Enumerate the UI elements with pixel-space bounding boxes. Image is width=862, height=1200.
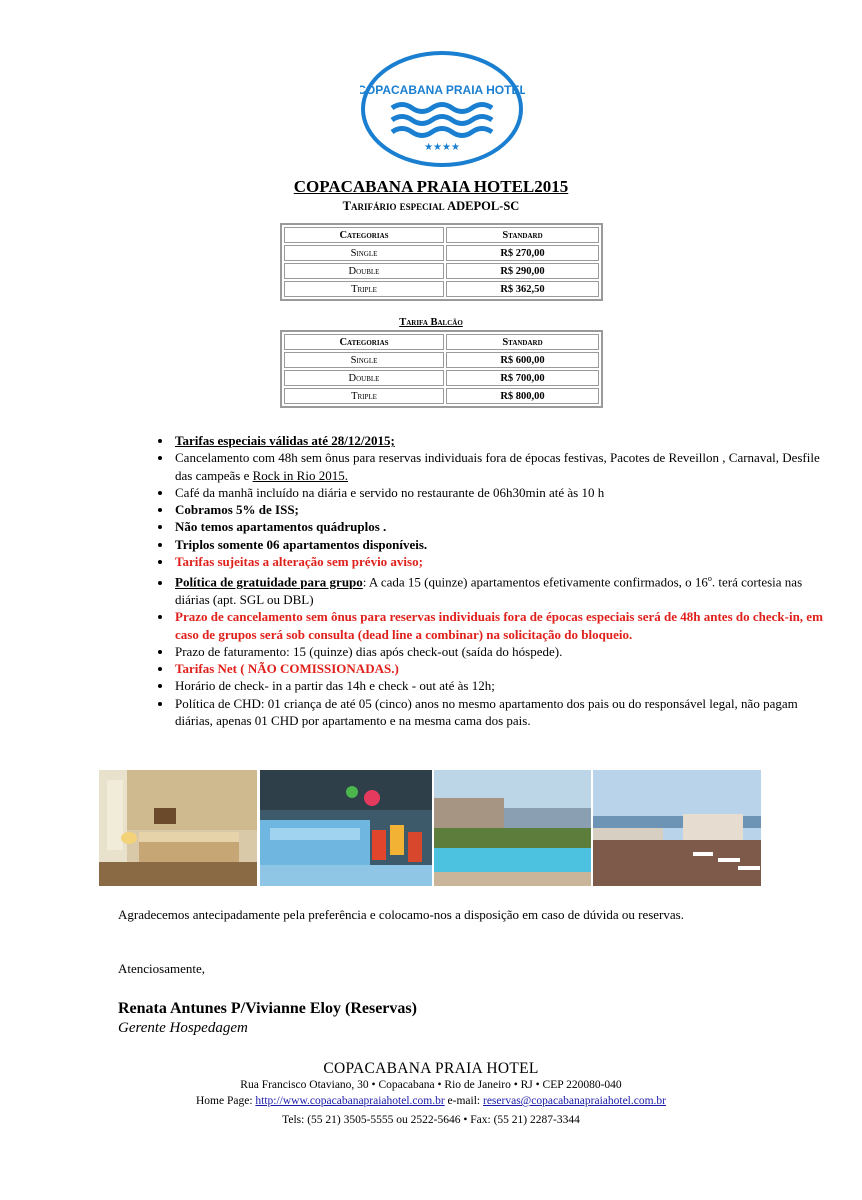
header-categories: Categorias — [284, 334, 444, 350]
triple-note: Triplos somente 06 apartamentos disponíveis. — [175, 536, 428, 552]
cancellation-deadline-note: Prazo de cancelamento sem ônus para reservas individuais fora de épocas especiais será de 48h antes do check-in, em caso de grupos será sob consulta (dead line a combinar) na solicitação do bloqueio. — [175, 609, 823, 642]
net-rates-note: Tarifas Net ( NÃO COMISSIONADAS.) — [175, 661, 399, 677]
rooftop-pool-photo — [434, 770, 591, 886]
category-cell: Double — [284, 263, 444, 279]
table-row — [284, 352, 599, 368]
counter-rates-table — [280, 330, 603, 408]
hotel-logo — [360, 50, 525, 168]
thanks-text: Agradecemos antecipadamente pela preferência e colocamo-nos a disposição em caso de dúvida ou reservas. — [118, 907, 684, 922]
list-item — [173, 643, 823, 660]
email-label: e-mail: — [444, 1095, 483, 1107]
table-row — [284, 245, 599, 261]
table-row — [284, 388, 599, 404]
list-item — [173, 501, 823, 518]
photo-strip — [99, 770, 761, 886]
signer-role: Gerente Hospedagem — [118, 1020, 248, 1036]
gratuity-label: Política de gratuidade para grupo — [175, 574, 363, 590]
terms-list — [118, 432, 823, 729]
category-cell: Triple — [284, 281, 444, 297]
email-link[interactable]: reservas@copacabanapraiahotel.com.br — [483, 1095, 666, 1107]
header-categories: Categorias — [284, 227, 444, 243]
price-cell: R$ 700,00 — [446, 370, 599, 386]
list-item — [173, 570, 823, 608]
page-title: COPACABANA PRAIA HOTEL2015 — [293, 177, 569, 196]
price-cell: R$ 600,00 — [446, 352, 599, 368]
breakfast-note: Café da manhã incluído na diária e servido no restaurante de 06h30min até às 10 h — [175, 484, 605, 500]
footer-address: Rua Francisco Otaviano, 30 • Copacabana • Rio de Janeiro • RJ • CEP 220080-040 — [240, 1079, 622, 1091]
gratuity-text: : A cada 15 (quinze) apartamentos efetivamente confirmados, o 16 — [362, 574, 708, 590]
price-cell: R$ 270,00 — [446, 245, 599, 261]
cancellation-note: Cancelamento com 48h sem ônus para reservas individuais fora de épocas festivas, Pacotes de Reveillon , Carnaval, Desfile das campeãs e — [175, 450, 820, 483]
list-item — [173, 432, 823, 449]
gratuity-text-end: . terá cortesia nas diárias (apt. SGL ou DBL) — [175, 574, 803, 607]
signer-name: Renata Antunes P/Vivianne Eloy (Reservas) — [118, 1000, 417, 1017]
footer-contacts — [0, 1095, 862, 1107]
list-item — [173, 695, 823, 730]
list-item — [173, 660, 823, 677]
table-header-row — [284, 334, 599, 350]
billing-note: Prazo de faturamento: 15 (quinze) dias após check-out (saída do hóspede). — [175, 643, 563, 659]
iss-note: Cobramos 5% de ISS; — [175, 502, 299, 518]
checkin-note: Horário de check- in a partir das 14h e check - out até às 12h; — [175, 678, 495, 694]
regards-text: Atenciosamente, — [118, 961, 205, 976]
header-standard: Standard — [446, 227, 599, 243]
list-item — [173, 484, 823, 501]
gratuity-sup: o — [707, 574, 712, 584]
validity-note: Tarifas especiais válidas até 28/12/2015; — [175, 433, 395, 448]
footer-hotel-name: COPACABANA PRAIA HOTEL — [323, 1060, 539, 1077]
rooftop-deck-photo — [593, 770, 761, 886]
poolside-drinks-photo — [260, 770, 432, 886]
quadruple-note: Não temos apartamentos quádruplos . — [175, 519, 387, 535]
rock-in-rio-text: Rock in Rio 2015. — [252, 467, 348, 483]
list-item — [173, 677, 823, 694]
balcao-title: Tarifa Balcão — [399, 317, 463, 328]
price-cell: R$ 290,00 — [446, 263, 599, 279]
list-item — [173, 536, 823, 553]
table-row — [284, 263, 599, 279]
bedroom-photo — [99, 770, 257, 886]
table-header-row — [284, 227, 599, 243]
list-item — [173, 553, 823, 570]
special-rates-table — [280, 223, 603, 301]
price-cell: R$ 800,00 — [446, 388, 599, 404]
category-cell: Triple — [284, 388, 444, 404]
category-cell: Single — [284, 245, 444, 261]
list-item — [173, 449, 823, 484]
category-cell: Double — [284, 370, 444, 386]
page-subtitle: Tarifário especial ADEPOL-SC — [342, 199, 520, 213]
price-cell: R$ 362,50 — [446, 281, 599, 297]
footer-phones: Tels: (55 21) 3505-5555 ou 2522-5646 • Fax: (55 21) 2287-3344 — [282, 1114, 580, 1126]
list-item — [173, 518, 823, 535]
home-page-link[interactable]: http://www.copacabanapraiahotel.com.br — [255, 1095, 445, 1107]
logo-text: COPACABANA PRAIA HOTEL — [360, 83, 525, 97]
home-page-label: Home Page: — [196, 1095, 256, 1107]
logo-stars: ★★★★ — [424, 142, 460, 153]
chd-policy-note: Política de CHD: 01 criança de até 05 (cinco) anos no mesmo apartamento dos pais ou do responsável legal, não pagam diárias, apenas 01 CHD por apartamento e na mesma cama dos pais. — [175, 695, 798, 729]
rate-change-note: Tarifas sujeitas a alteração sem prévio aviso; — [175, 554, 423, 570]
table-row — [284, 370, 599, 386]
header-standard: Standard — [446, 334, 599, 350]
category-cell: Single — [284, 352, 444, 368]
list-item — [173, 608, 823, 643]
table-row — [284, 281, 599, 297]
